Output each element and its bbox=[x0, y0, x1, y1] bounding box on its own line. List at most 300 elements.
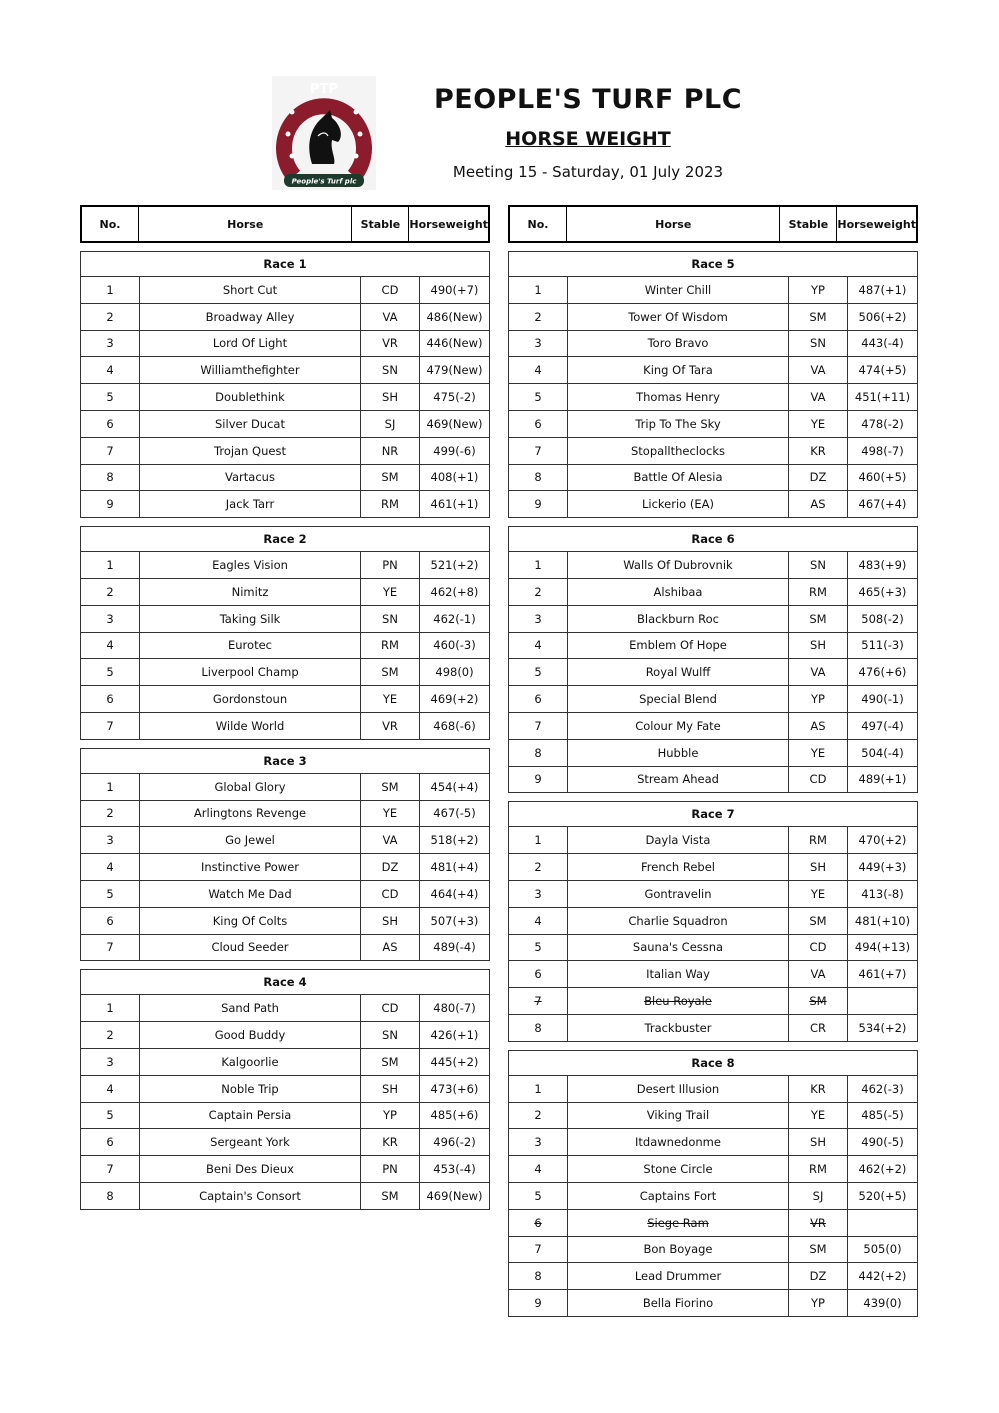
cell-horse: King Of Tara bbox=[568, 357, 789, 383]
cell-stable: NR bbox=[361, 438, 420, 464]
race-table bbox=[508, 251, 918, 518]
cell-stable: SM bbox=[361, 1049, 420, 1075]
cell-weight: 408(+1) bbox=[430, 470, 479, 485]
cell-weight: 462(+8) bbox=[430, 584, 479, 599]
cell-no: 1 bbox=[509, 1076, 568, 1102]
cell-no: 4 bbox=[81, 357, 140, 383]
cell-stable: RM bbox=[789, 827, 848, 853]
cell-stable: YE bbox=[789, 1103, 848, 1129]
cell-weight bbox=[848, 988, 917, 1014]
cell-stable: VR bbox=[789, 1210, 848, 1236]
cell-weight: 464(+4) bbox=[430, 886, 479, 901]
cell-horse: Instinctive Power bbox=[140, 854, 361, 880]
cell-weight: 507(+3) bbox=[430, 913, 479, 928]
table-row bbox=[81, 1183, 489, 1209]
cell-no: 8 bbox=[81, 465, 140, 491]
cell-no: 8 bbox=[509, 740, 568, 766]
table-row bbox=[509, 713, 917, 740]
cell-weight: 506(+2) bbox=[858, 309, 907, 324]
cell-no: 1 bbox=[81, 277, 140, 303]
cell-stable: YP bbox=[361, 1103, 420, 1129]
cell-horse: Italian Way bbox=[568, 961, 789, 987]
cell-horse: Special Blend bbox=[568, 686, 789, 712]
cell-stable: RM bbox=[361, 491, 420, 517]
table-row bbox=[509, 304, 917, 331]
cell-weight: 462(-1) bbox=[433, 611, 476, 626]
header-weight bbox=[837, 207, 916, 241]
cell-horse: Hubble bbox=[568, 740, 789, 766]
cell-horse: Stone Circle bbox=[568, 1156, 789, 1182]
cell-no: 6 bbox=[509, 411, 568, 437]
cell-weight: 498(0) bbox=[435, 665, 474, 680]
cell-weight: 460(-3) bbox=[433, 638, 476, 653]
table-row bbox=[81, 774, 489, 801]
cell-no: 2 bbox=[509, 304, 568, 330]
table-row bbox=[509, 935, 917, 962]
document-subtitle: HORSE WEIGHT bbox=[505, 128, 671, 150]
cell-no: 7 bbox=[509, 438, 568, 464]
company-logo bbox=[272, 76, 376, 190]
cell-weight: 469(New) bbox=[426, 416, 483, 431]
header-weight-line2: weight bbox=[873, 217, 916, 231]
cell-no: 2 bbox=[81, 1022, 140, 1048]
cell-no: 5 bbox=[81, 1103, 140, 1129]
table-row bbox=[81, 827, 489, 854]
cell-horse: Noble Trip bbox=[140, 1076, 361, 1102]
cell-stable: KR bbox=[789, 1076, 848, 1102]
cell-no: 8 bbox=[509, 1015, 568, 1041]
cell-horse: Gontravelin bbox=[568, 881, 789, 907]
cell-stable: VA bbox=[361, 304, 420, 330]
table-row bbox=[81, 304, 489, 331]
cell-weight: 439(0) bbox=[863, 1295, 902, 1310]
cell-weight: 478(-2) bbox=[861, 416, 904, 431]
cell-no: 5 bbox=[509, 384, 568, 410]
cell-no: 3 bbox=[509, 331, 568, 357]
cell-no: 4 bbox=[81, 1076, 140, 1102]
cell-stable: SJ bbox=[361, 411, 420, 437]
race-title: Race 8 bbox=[509, 1051, 917, 1076]
cell-weight: 460(+5) bbox=[858, 470, 907, 485]
table-row bbox=[81, 713, 489, 739]
cell-horse: Battle Of Alesia bbox=[568, 465, 789, 491]
cell-stable: DZ bbox=[361, 854, 420, 880]
cell-horse: Dayla Vista bbox=[568, 827, 789, 853]
cell-horse: Trackbuster bbox=[568, 1015, 789, 1041]
cell-horse: Silver Ducat bbox=[140, 411, 361, 437]
cell-weight: 490(-5) bbox=[861, 1135, 904, 1150]
cell-no: 6 bbox=[509, 1210, 568, 1236]
cell-no: 4 bbox=[509, 908, 568, 934]
cell-stable: PN bbox=[361, 552, 420, 578]
cell-weight: 487(+1) bbox=[858, 282, 907, 297]
cell-horse: Beni Des Dieux bbox=[140, 1156, 361, 1182]
cell-weight: 490(+7) bbox=[430, 282, 479, 297]
cell-no: 3 bbox=[81, 606, 140, 632]
header-stable: Stable bbox=[352, 207, 409, 241]
table-row bbox=[81, 438, 489, 465]
cell-no: 3 bbox=[509, 1129, 568, 1155]
header-no: No. bbox=[510, 207, 567, 241]
cell-horse: Eurotec bbox=[140, 633, 361, 659]
cell-horse: Cloud Seeder bbox=[140, 935, 361, 961]
cell-horse: Lead Drummer bbox=[568, 1263, 789, 1289]
cell-stable: SN bbox=[361, 357, 420, 383]
table-row bbox=[81, 659, 489, 686]
cell-no: 2 bbox=[509, 1103, 568, 1129]
cell-weight: 479(New) bbox=[426, 363, 483, 378]
cell-stable: SM bbox=[789, 908, 848, 934]
cell-horse: Royal Wulff bbox=[568, 659, 789, 685]
race-title: Race 7 bbox=[509, 802, 917, 827]
cell-no: 6 bbox=[81, 686, 140, 712]
cell-weight: 481(+10) bbox=[854, 913, 911, 928]
cell-horse: Emblem Of Hope bbox=[568, 633, 789, 659]
cell-horse: Global Glory bbox=[140, 774, 361, 800]
cell-horse: Doublethink bbox=[140, 384, 361, 410]
cell-no: 5 bbox=[81, 384, 140, 410]
right-column bbox=[508, 205, 918, 1325]
cell-horse: Taking Silk bbox=[140, 606, 361, 632]
table-row bbox=[509, 579, 917, 606]
cell-weight: 505(0) bbox=[863, 1242, 902, 1257]
cell-stable: SM bbox=[789, 988, 848, 1014]
cell-horse: Lord Of Light bbox=[140, 331, 361, 357]
cell-horse: Stream Ahead bbox=[568, 767, 789, 793]
cell-horse: Lickerio (EA) bbox=[568, 491, 789, 517]
cell-weight: 499(-6) bbox=[433, 443, 476, 458]
cell-stable: SN bbox=[789, 331, 848, 357]
cell-stable: SH bbox=[361, 1076, 420, 1102]
cell-stable: VA bbox=[789, 659, 848, 685]
cell-stable: CD bbox=[361, 881, 420, 907]
race-table bbox=[80, 526, 490, 740]
cell-weight: 473(+6) bbox=[430, 1081, 479, 1096]
cell-weight: 469(New) bbox=[426, 1188, 483, 1203]
cell-horse: Nimitz bbox=[140, 579, 361, 605]
cell-horse: Captain's Consort bbox=[140, 1183, 361, 1209]
cell-horse: Eagles Vision bbox=[140, 552, 361, 578]
cell-weight: 485(-5) bbox=[861, 1108, 904, 1123]
cell-horse: Captain Persia bbox=[140, 1103, 361, 1129]
cell-weight: 413(-8) bbox=[861, 886, 904, 901]
header-stable: Stable bbox=[780, 207, 837, 241]
cell-stable: SM bbox=[361, 1183, 420, 1209]
table-row bbox=[509, 686, 917, 713]
cell-horse: Jack Tarr bbox=[140, 491, 361, 517]
cell-horse: Gordonstoun bbox=[140, 686, 361, 712]
table-row bbox=[81, 606, 489, 633]
table-row bbox=[81, 854, 489, 881]
cell-no: 3 bbox=[81, 1049, 140, 1075]
cell-no: 9 bbox=[509, 491, 568, 517]
table-row bbox=[509, 740, 917, 767]
cell-stable: RM bbox=[789, 1156, 848, 1182]
cell-weight: 489(+1) bbox=[858, 772, 907, 787]
race-table bbox=[80, 969, 490, 1209]
cell-no: 8 bbox=[509, 1263, 568, 1289]
table-row bbox=[509, 438, 917, 465]
table-row bbox=[509, 1290, 917, 1316]
column-header bbox=[508, 205, 918, 243]
cell-no: 5 bbox=[81, 881, 140, 907]
cell-no: 7 bbox=[81, 438, 140, 464]
cell-stable: AS bbox=[361, 935, 420, 961]
cell-no: 6 bbox=[509, 961, 568, 987]
cell-weight: 534(+2) bbox=[858, 1020, 907, 1035]
table-row bbox=[509, 961, 917, 988]
table-row bbox=[509, 881, 917, 908]
cell-stable: RM bbox=[361, 633, 420, 659]
cell-horse: Stopalltheclocks bbox=[568, 438, 789, 464]
table-row bbox=[81, 465, 489, 492]
cell-weight: 468(-6) bbox=[433, 718, 476, 733]
cell-no: 5 bbox=[509, 935, 568, 961]
column-header bbox=[80, 205, 490, 243]
cell-horse: Blackburn Roc bbox=[568, 606, 789, 632]
cell-horse: Williamthefighter bbox=[140, 357, 361, 383]
cell-stable: DZ bbox=[789, 465, 848, 491]
cell-weight: 461(+7) bbox=[858, 967, 907, 982]
cell-no: 4 bbox=[81, 633, 140, 659]
header-no: No. bbox=[82, 207, 139, 241]
table-row bbox=[81, 935, 489, 961]
cell-weight: 520(+5) bbox=[858, 1188, 907, 1203]
race-title: Race 2 bbox=[81, 527, 489, 552]
race-table bbox=[80, 251, 490, 518]
cell-weight: 518(+2) bbox=[430, 833, 479, 848]
table-row bbox=[509, 1263, 917, 1290]
table-row bbox=[81, 579, 489, 606]
cell-weight: 426(+1) bbox=[430, 1028, 479, 1043]
cell-horse: Winter Chill bbox=[568, 277, 789, 303]
cell-horse: Vartacus bbox=[140, 465, 361, 491]
cell-horse: Colour My Fate bbox=[568, 713, 789, 739]
table-row bbox=[81, 1103, 489, 1130]
cell-stable: VR bbox=[361, 331, 420, 357]
cell-horse: Short Cut bbox=[140, 277, 361, 303]
table-row bbox=[81, 801, 489, 828]
table-row bbox=[509, 827, 917, 854]
cell-weight: 442(+2) bbox=[858, 1269, 907, 1284]
header-weight-line2: weight bbox=[445, 217, 488, 231]
cell-stable: YP bbox=[789, 686, 848, 712]
cell-no: 6 bbox=[81, 1129, 140, 1155]
race-title: Race 1 bbox=[81, 252, 489, 277]
cell-horse: Broadway Alley bbox=[140, 304, 361, 330]
cell-horse: Sauna's Cessna bbox=[568, 935, 789, 961]
table-row bbox=[509, 331, 917, 358]
cell-no: 6 bbox=[81, 908, 140, 934]
cell-stable: KR bbox=[789, 438, 848, 464]
cell-stable: YE bbox=[789, 740, 848, 766]
cell-stable: SH bbox=[361, 908, 420, 934]
cell-horse: Bon Boyage bbox=[568, 1237, 789, 1263]
cell-weight: 504(-4) bbox=[861, 745, 904, 760]
cell-weight: 467(+4) bbox=[858, 497, 907, 512]
race-table bbox=[508, 1050, 918, 1317]
table-row bbox=[81, 384, 489, 411]
table-row bbox=[509, 606, 917, 633]
table-row bbox=[509, 1103, 917, 1130]
logo-letters: PTP bbox=[310, 82, 338, 97]
cell-stable: YE bbox=[361, 801, 420, 827]
cell-no: 1 bbox=[81, 995, 140, 1021]
cell-weight: 481(+4) bbox=[430, 860, 479, 875]
table-row bbox=[509, 491, 917, 517]
header-horse: Horse bbox=[139, 207, 352, 241]
table-row bbox=[509, 633, 917, 660]
cell-weight: 483(+9) bbox=[858, 558, 907, 573]
left-column bbox=[80, 205, 490, 1218]
cell-no: 3 bbox=[509, 606, 568, 632]
cell-stable: VA bbox=[789, 384, 848, 410]
cell-weight: 486(New) bbox=[426, 309, 483, 324]
cell-no: 8 bbox=[509, 465, 568, 491]
table-row bbox=[509, 659, 917, 686]
table-row bbox=[509, 1156, 917, 1183]
cell-no: 7 bbox=[81, 713, 140, 739]
cell-stable: SN bbox=[789, 552, 848, 578]
cell-stable: YE bbox=[789, 881, 848, 907]
cell-horse: Kalgoorlie bbox=[140, 1049, 361, 1075]
cell-weight: 454(+4) bbox=[430, 779, 479, 794]
cell-no: 8 bbox=[81, 1183, 140, 1209]
cell-no: 6 bbox=[81, 411, 140, 437]
cell-horse: Walls Of Dubrovnik bbox=[568, 552, 789, 578]
cell-no: 1 bbox=[509, 827, 568, 853]
logo-est: EST. 2022 bbox=[310, 101, 338, 107]
table-row bbox=[509, 411, 917, 438]
cell-no: 7 bbox=[509, 988, 568, 1014]
race-title: Race 5 bbox=[509, 252, 917, 277]
cell-horse: Sergeant York bbox=[140, 1129, 361, 1155]
cell-no: 1 bbox=[509, 552, 568, 578]
cell-no: 7 bbox=[509, 1237, 568, 1263]
cell-stable: CR bbox=[789, 1015, 848, 1041]
cell-horse: Sand Path bbox=[140, 995, 361, 1021]
cell-no: 4 bbox=[509, 357, 568, 383]
cell-no: 3 bbox=[81, 827, 140, 853]
table-row bbox=[509, 854, 917, 881]
cell-horse: Good Buddy bbox=[140, 1022, 361, 1048]
cell-horse: Trip To The Sky bbox=[568, 411, 789, 437]
cell-no: 3 bbox=[81, 331, 140, 357]
cell-no: 5 bbox=[81, 659, 140, 685]
cell-stable: YE bbox=[361, 579, 420, 605]
cell-stable: VR bbox=[361, 713, 420, 739]
cell-stable: SH bbox=[789, 633, 848, 659]
cell-horse: Toro Bravo bbox=[568, 331, 789, 357]
cell-stable: SH bbox=[789, 854, 848, 880]
cell-no: 1 bbox=[81, 552, 140, 578]
cell-no: 9 bbox=[81, 491, 140, 517]
cell-weight: 467(-5) bbox=[433, 806, 476, 821]
cell-no: 4 bbox=[509, 1156, 568, 1182]
cell-horse: Desert Illusion bbox=[568, 1076, 789, 1102]
table-row bbox=[509, 1076, 917, 1103]
logo-name: People's Turf plc bbox=[291, 177, 357, 186]
cell-weight: 453(-4) bbox=[433, 1162, 476, 1176]
table-row bbox=[509, 1015, 917, 1041]
cell-stable: CD bbox=[361, 995, 420, 1021]
cell-stable: YE bbox=[789, 411, 848, 437]
cell-stable: DZ bbox=[789, 1263, 848, 1289]
table-row bbox=[509, 1237, 917, 1264]
cell-stable: SM bbox=[361, 774, 420, 800]
table-row bbox=[81, 1022, 489, 1049]
cell-stable: AS bbox=[789, 713, 848, 739]
cell-weight: 470(+2) bbox=[858, 833, 907, 848]
cell-stable: CD bbox=[361, 277, 420, 303]
cell-no: 1 bbox=[81, 774, 140, 800]
table-row bbox=[509, 465, 917, 492]
race-title: Race 6 bbox=[509, 527, 917, 552]
scratched-row bbox=[509, 988, 917, 1015]
cell-no: 5 bbox=[509, 659, 568, 685]
cell-stable: PN bbox=[361, 1156, 420, 1182]
cell-weight: 511(-3) bbox=[861, 638, 904, 653]
cell-horse: Charlie Squadron bbox=[568, 908, 789, 934]
table-row bbox=[81, 881, 489, 908]
cell-no: 7 bbox=[81, 1156, 140, 1182]
cell-no: 1 bbox=[509, 277, 568, 303]
cell-horse: Arlingtons Revenge bbox=[140, 801, 361, 827]
cell-no: 9 bbox=[509, 767, 568, 793]
cell-no: 7 bbox=[81, 935, 140, 961]
cell-no: 5 bbox=[509, 1183, 568, 1209]
race-title: Race 3 bbox=[81, 749, 489, 774]
table-row bbox=[81, 411, 489, 438]
race-table bbox=[80, 748, 490, 962]
table-row bbox=[81, 686, 489, 713]
table-row bbox=[81, 277, 489, 304]
cell-horse: Thomas Henry bbox=[568, 384, 789, 410]
cell-weight: 498(-7) bbox=[861, 443, 904, 458]
cell-no: 2 bbox=[81, 801, 140, 827]
meeting-info: Meeting 15 - Saturday, 01 July 2023 bbox=[452, 163, 724, 181]
cell-stable: VA bbox=[789, 357, 848, 383]
cell-horse: Tower Of Wisdom bbox=[568, 304, 789, 330]
cell-weight: 446(New) bbox=[426, 336, 483, 351]
table-row bbox=[81, 908, 489, 935]
cell-stable: SN bbox=[361, 1022, 420, 1048]
cell-stable: YP bbox=[789, 1290, 848, 1316]
table-row bbox=[81, 491, 489, 517]
cell-no: 2 bbox=[509, 579, 568, 605]
cell-stable: SM bbox=[361, 659, 420, 685]
table-row bbox=[81, 552, 489, 579]
cell-stable: VA bbox=[361, 827, 420, 853]
cell-horse: Liverpool Champ bbox=[140, 659, 361, 685]
cell-no: 2 bbox=[509, 854, 568, 880]
cell-stable: AS bbox=[789, 491, 848, 517]
table-row bbox=[81, 331, 489, 358]
cell-horse: Siege Ram bbox=[568, 1210, 789, 1236]
cell-stable: CD bbox=[789, 935, 848, 961]
cell-stable: SH bbox=[361, 384, 420, 410]
cell-weight: 497(-4) bbox=[861, 718, 904, 733]
cell-horse: Wilde World bbox=[140, 713, 361, 739]
cell-weight: 445(+2) bbox=[430, 1054, 479, 1069]
cell-no: 3 bbox=[509, 881, 568, 907]
cell-horse: Go Jewel bbox=[140, 827, 361, 853]
cell-no: 2 bbox=[81, 304, 140, 330]
cell-stable: SM bbox=[789, 1237, 848, 1263]
cell-horse: French Rebel bbox=[568, 854, 789, 880]
cell-weight: 462(+2) bbox=[858, 1162, 907, 1176]
cell-weight: 469(+2) bbox=[430, 692, 479, 707]
